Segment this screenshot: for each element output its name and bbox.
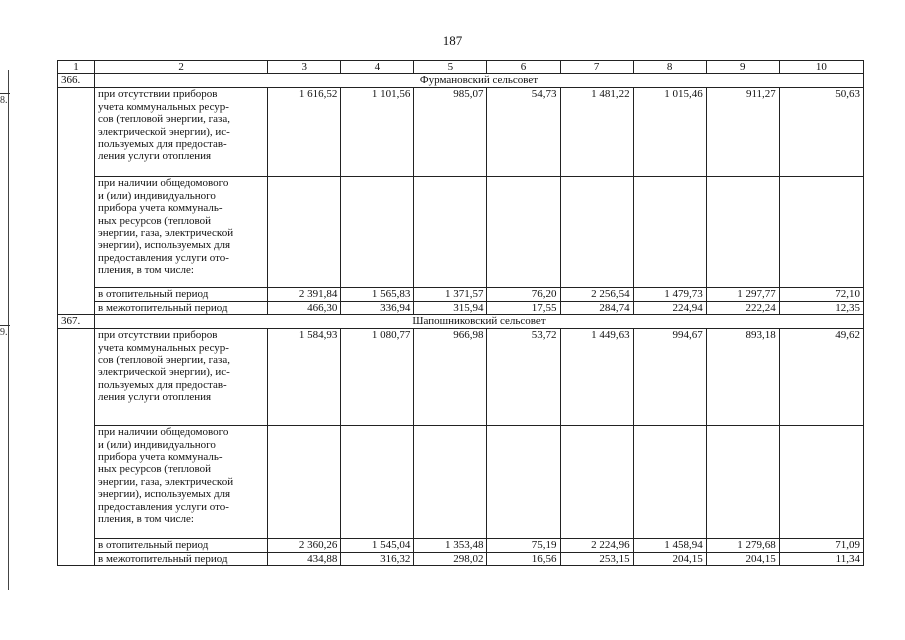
table-header-row [58,61,864,74]
table-cell [341,177,414,288]
table-cell: 284,74 [560,301,633,314]
table-cell [633,426,706,539]
table-cell: 50,63 [779,88,863,177]
table-cell: 1 565,83 [341,288,414,301]
section-row [58,74,864,88]
table-cell: 16,56 [487,552,560,565]
row-label: при отсутствии приборов учета коммунальных ресур- сов (тепловой энергии, газа, электрической энергии), ис- пользуемых для предостав- ления услуги отопления [95,329,268,426]
table-cell [414,426,487,539]
section-title: Шапошниковский сельсовет [95,315,864,329]
table-row [58,177,864,288]
tariff-table [57,60,864,566]
table-cell: 76,20 [487,288,560,301]
table-cell: 72,10 [779,288,863,301]
section-title: Фурмановский сельсовет [95,74,864,88]
table-cell: 994,67 [633,329,706,426]
table-cell: 1 458,94 [633,539,706,552]
column-header: 8 [633,61,706,74]
table-cell: 466,30 [268,301,341,314]
table-cell: 1 616,52 [268,88,341,177]
row-label: при наличии общедомового и (или) индивидуального прибора учета коммуналь- ных ресурсов (тепловой энергии, газа, электрической энергии), используемых для предоставления услуги ото- пления, в том числе: [95,426,268,539]
table-cell: 1 297,77 [706,288,779,301]
table-cell: 966,98 [414,329,487,426]
table-cell: 71,09 [779,539,863,552]
table-cell [268,177,341,288]
table-cell: 224,94 [633,301,706,314]
row-label: при отсутствии приборов учета коммунальных ресур- сов (тепловой энергии, газа, электрической энергии), ис- пользуемых для предостав- ления услуги отопления [95,88,268,177]
table-cell [487,426,560,539]
section-number: 367. [58,315,95,329]
column-header: 5 [414,61,487,74]
table-cell: 1 545,04 [341,539,414,552]
table-cell: 298,02 [414,552,487,565]
page-number: 187 [442,33,463,48]
column-header: 2 [95,61,268,74]
row-label: в межотопительный период [95,301,268,314]
table-cell: 315,94 [414,301,487,314]
table-cell: 222,24 [706,301,779,314]
table-cell [779,426,863,539]
table-cell [560,177,633,288]
table-cell [414,177,487,288]
table-row [58,329,864,426]
table-cell [706,177,779,288]
row-label: в межотопительный период [95,552,268,565]
table-cell: 893,18 [706,329,779,426]
table-row [58,552,864,565]
row-label: при наличии общедомового и (или) индивидуального прибора учета коммуналь- ных ресурсов (тепловой энергии, газа, электрической энергии), используемых для предоставления услуги ото- пления, в том числе: [95,177,268,288]
table-cell: 1 080,77 [341,329,414,426]
table-cell: 54,73 [487,88,560,177]
table-cell: 1 449,63 [560,329,633,426]
table-cell: 53,72 [487,329,560,426]
table-cell: 911,27 [706,88,779,177]
column-header: 9 [706,61,779,74]
table-cell: 1 479,73 [633,288,706,301]
section-number: 366. [58,74,95,88]
table-cell [341,426,414,539]
table-cell: 1 101,56 [341,88,414,177]
table-cell: 1 584,93 [268,329,341,426]
table-cell: 1 015,46 [633,88,706,177]
table-cell: 2 360,26 [268,539,341,552]
table-cell: 12,35 [779,301,863,314]
table-cell: 17,55 [487,301,560,314]
table-cell [268,426,341,539]
table-row [58,426,864,539]
table-cell [706,426,779,539]
table-cell: 75,19 [487,539,560,552]
column-header: 3 [268,61,341,74]
row-label: в отопительный период [95,539,268,552]
section-number-cell [58,88,95,315]
margin-mark-9: 9. [0,325,10,338]
table-cell: 1 353,48 [414,539,487,552]
table-cell: 985,07 [414,88,487,177]
column-header: 1 [58,61,95,74]
table-cell: 49,62 [779,329,863,426]
row-label: в отопительный период [95,288,268,301]
section-number-cell [58,329,95,566]
table-row [58,288,864,301]
margin-mark-8: 8. [0,93,10,106]
column-header: 7 [560,61,633,74]
table-cell: 253,15 [560,552,633,565]
column-header: 6 [487,61,560,74]
table-cell: 11,34 [779,552,863,565]
table-cell: 2 391,84 [268,288,341,301]
table-cell: 1 371,57 [414,288,487,301]
table-row [58,301,864,314]
table-cell: 434,88 [268,552,341,565]
column-header: 10 [779,61,863,74]
table-cell [779,177,863,288]
table-cell: 1 279,68 [706,539,779,552]
table-cell [560,426,633,539]
table-cell: 336,94 [341,301,414,314]
table-cell [633,177,706,288]
table-cell [487,177,560,288]
table-cell: 204,15 [633,552,706,565]
section-row [58,315,864,329]
table-cell: 1 481,22 [560,88,633,177]
table-cell: 316,32 [341,552,414,565]
table-row [58,539,864,552]
column-header: 4 [341,61,414,74]
table-cell: 204,15 [706,552,779,565]
table-row [58,88,864,177]
table-cell: 2 224,96 [560,539,633,552]
table-cell: 2 256,54 [560,288,633,301]
